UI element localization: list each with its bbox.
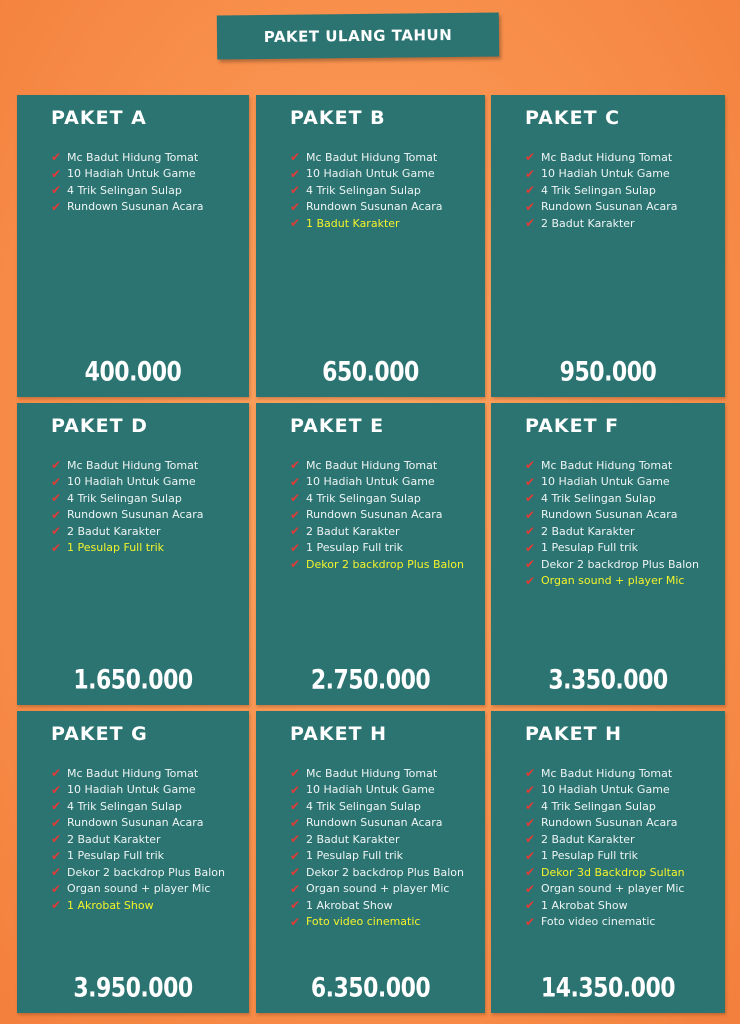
feature-text: Mc Badut Hidung Tomat bbox=[541, 150, 673, 164]
feature-text: 10 Hadiah Untuk Game bbox=[306, 167, 435, 180]
feature-text: 4 Trik Selingan Sulap bbox=[67, 491, 182, 505]
check-icon: ✔ bbox=[525, 832, 536, 846]
check-icon: ✔ bbox=[51, 881, 62, 896]
feature-item bbox=[525, 149, 678, 165]
feature-item bbox=[290, 182, 443, 198]
feature-item bbox=[51, 881, 225, 897]
feature-item bbox=[290, 540, 464, 556]
feature-item bbox=[525, 864, 685, 880]
check-icon: ✔ bbox=[51, 799, 62, 813]
feature-list bbox=[290, 149, 443, 232]
check-icon: ✔ bbox=[290, 491, 301, 505]
feature-item bbox=[525, 914, 685, 930]
check-icon: ✔ bbox=[525, 881, 536, 896]
feature-text: 1 Pesulap Full trik bbox=[541, 849, 639, 862]
check-icon: ✔ bbox=[51, 832, 62, 846]
feature-text: Rundown Susunan Acara bbox=[306, 200, 443, 213]
feature-text: Dekor 2 backdrop Plus Balon bbox=[306, 557, 465, 571]
feature-list bbox=[290, 457, 464, 573]
package-card bbox=[17, 95, 249, 397]
feature-text: 1 Akrobat Show bbox=[67, 898, 154, 912]
check-icon: ✔ bbox=[525, 557, 536, 571]
package-card bbox=[491, 95, 725, 397]
check-icon: ✔ bbox=[525, 799, 536, 813]
feature-text: Dekor 3d Backdrop Sultan bbox=[541, 865, 685, 879]
check-icon: ✔ bbox=[51, 524, 62, 538]
feature-item bbox=[525, 831, 685, 847]
check-icon: ✔ bbox=[290, 540, 301, 555]
check-icon: ✔ bbox=[51, 458, 62, 472]
check-icon: ✔ bbox=[290, 150, 301, 164]
check-icon: ✔ bbox=[525, 540, 536, 555]
feature-text: 10 Hadiah Untuk Game bbox=[67, 167, 196, 180]
feature-text: Mc Badut Hidung Tomat bbox=[541, 458, 673, 472]
feature-text: 10 Hadiah Untuk Game bbox=[541, 475, 670, 488]
check-icon: ✔ bbox=[51, 183, 62, 197]
feature-list bbox=[51, 149, 204, 215]
feature-item bbox=[525, 798, 685, 814]
feature-item bbox=[51, 199, 204, 215]
feature-item bbox=[51, 815, 225, 831]
feature-item bbox=[290, 166, 443, 182]
feature-text: Dekor 2 backdrop Plus Balon bbox=[306, 865, 465, 879]
feature-item bbox=[290, 490, 464, 506]
feature-text: Rundown Susunan Acara bbox=[541, 816, 678, 829]
check-icon: ✔ bbox=[51, 507, 62, 522]
feature-text: 4 Trik Selingan Sulap bbox=[306, 183, 421, 197]
check-icon: ✔ bbox=[525, 865, 536, 879]
feature-text: 1 Badut Karakter bbox=[306, 216, 400, 230]
package-price: 950.000 bbox=[559, 357, 657, 388]
feature-text: 4 Trik Selingan Sulap bbox=[306, 799, 421, 813]
check-icon: ✔ bbox=[525, 458, 536, 472]
check-icon: ✔ bbox=[290, 799, 301, 813]
feature-item bbox=[525, 782, 685, 798]
feature-text: Rundown Susunan Acara bbox=[541, 508, 678, 521]
feature-list bbox=[525, 149, 678, 232]
feature-text: 4 Trik Selingan Sulap bbox=[541, 183, 656, 197]
check-icon: ✔ bbox=[290, 782, 301, 797]
feature-item bbox=[290, 523, 464, 539]
check-icon: ✔ bbox=[525, 815, 536, 830]
check-icon: ✔ bbox=[525, 166, 536, 181]
feature-text: Organ sound + player Mic bbox=[541, 882, 685, 895]
check-icon: ✔ bbox=[525, 216, 536, 230]
package-name: PAKET C bbox=[525, 107, 621, 129]
feature-item bbox=[525, 182, 678, 198]
check-icon: ✔ bbox=[525, 848, 536, 863]
feature-text: 1 Pesulap Full trik bbox=[67, 541, 165, 554]
feature-item bbox=[290, 798, 464, 814]
feature-text: Organ sound + player Mic bbox=[541, 574, 685, 587]
feature-item bbox=[290, 149, 443, 165]
check-icon: ✔ bbox=[51, 540, 62, 555]
check-icon: ✔ bbox=[290, 881, 301, 896]
package-price: 650.000 bbox=[322, 357, 419, 388]
feature-text: 2 Badut Karakter bbox=[306, 832, 400, 846]
package-card bbox=[256, 95, 485, 397]
check-icon: ✔ bbox=[525, 199, 536, 214]
feature-text: Rundown Susunan Acara bbox=[306, 508, 443, 521]
package-price: 6.350.000 bbox=[310, 973, 431, 1004]
feature-text: Rundown Susunan Acara bbox=[67, 200, 204, 213]
feature-text: 2 Badut Karakter bbox=[541, 524, 635, 538]
feature-text: Rundown Susunan Acara bbox=[67, 508, 204, 521]
feature-text: Foto video cinematic bbox=[541, 915, 656, 928]
feature-text: 2 Badut Karakter bbox=[67, 832, 161, 846]
feature-item bbox=[51, 765, 225, 781]
feature-text: 4 Trik Selingan Sulap bbox=[67, 183, 182, 197]
feature-item bbox=[525, 897, 685, 913]
check-icon: ✔ bbox=[51, 848, 62, 863]
feature-item bbox=[51, 782, 225, 798]
package-card bbox=[491, 711, 725, 1013]
feature-list bbox=[290, 765, 464, 930]
check-icon: ✔ bbox=[51, 766, 62, 780]
feature-item bbox=[51, 149, 204, 165]
feature-item bbox=[290, 199, 443, 215]
check-icon: ✔ bbox=[51, 166, 62, 181]
package-name: PAKET B bbox=[290, 107, 386, 129]
check-icon: ✔ bbox=[290, 458, 301, 472]
package-name: PAKET F bbox=[525, 415, 620, 437]
package-price: 3.950.000 bbox=[73, 973, 193, 1004]
feature-text: Organ sound + player Mic bbox=[67, 882, 211, 895]
feature-list bbox=[525, 457, 699, 589]
check-icon: ✔ bbox=[290, 474, 301, 489]
package-price: 1.650.000 bbox=[73, 665, 193, 696]
check-icon: ✔ bbox=[290, 507, 301, 522]
feature-text: 10 Hadiah Untuk Game bbox=[67, 475, 196, 488]
check-icon: ✔ bbox=[51, 815, 62, 830]
check-icon: ✔ bbox=[51, 898, 62, 912]
package-name: PAKET H bbox=[290, 723, 388, 745]
feature-text: Mc Badut Hidung Tomat bbox=[306, 150, 438, 164]
feature-item bbox=[290, 815, 464, 831]
feature-item bbox=[525, 199, 678, 215]
feature-text: 10 Hadiah Untuk Game bbox=[306, 475, 435, 488]
feature-text: Mc Badut Hidung Tomat bbox=[67, 150, 199, 164]
feature-text: Organ sound + player Mic bbox=[306, 882, 450, 895]
feature-text: 2 Badut Karakter bbox=[541, 216, 635, 230]
check-icon: ✔ bbox=[525, 898, 536, 912]
feature-item bbox=[51, 897, 225, 913]
package-name: PAKET D bbox=[51, 415, 148, 437]
feature-text: Dekor 2 backdrop Plus Balon bbox=[67, 865, 226, 879]
feature-item bbox=[525, 881, 685, 897]
feature-list bbox=[525, 765, 685, 930]
feature-item bbox=[290, 556, 464, 572]
check-icon: ✔ bbox=[290, 183, 301, 197]
check-icon: ✔ bbox=[51, 491, 62, 505]
package-card bbox=[256, 711, 485, 1013]
feature-item bbox=[290, 831, 464, 847]
check-icon: ✔ bbox=[290, 524, 301, 538]
feature-item bbox=[290, 215, 443, 231]
feature-text: Mc Badut Hidung Tomat bbox=[306, 766, 438, 780]
feature-item bbox=[51, 798, 225, 814]
check-icon: ✔ bbox=[525, 491, 536, 505]
feature-item bbox=[51, 507, 204, 523]
package-name: PAKET G bbox=[51, 723, 148, 745]
check-icon: ✔ bbox=[525, 573, 536, 588]
check-icon: ✔ bbox=[525, 507, 536, 522]
feature-item bbox=[525, 765, 685, 781]
feature-text: Mc Badut Hidung Tomat bbox=[67, 458, 199, 472]
feature-list bbox=[51, 457, 204, 556]
feature-item bbox=[525, 166, 678, 182]
feature-item bbox=[51, 540, 204, 556]
feature-item bbox=[51, 490, 204, 506]
feature-item bbox=[51, 523, 204, 539]
feature-text: 4 Trik Selingan Sulap bbox=[306, 491, 421, 505]
check-icon: ✔ bbox=[290, 865, 301, 879]
package-card bbox=[491, 403, 725, 705]
check-icon: ✔ bbox=[525, 782, 536, 797]
check-icon: ✔ bbox=[290, 199, 301, 214]
check-icon: ✔ bbox=[290, 832, 301, 846]
check-icon: ✔ bbox=[290, 914, 301, 929]
check-icon: ✔ bbox=[290, 898, 301, 912]
feature-text: 2 Badut Karakter bbox=[306, 524, 400, 538]
feature-item bbox=[290, 474, 464, 490]
feature-text: Mc Badut Hidung Tomat bbox=[541, 766, 673, 780]
feature-text: 10 Hadiah Untuk Game bbox=[67, 783, 196, 796]
check-icon: ✔ bbox=[525, 150, 536, 164]
feature-text: Rundown Susunan Acara bbox=[306, 816, 443, 829]
feature-text: 1 Akrobat Show bbox=[306, 898, 393, 912]
feature-item bbox=[51, 848, 225, 864]
package-name: PAKET H bbox=[525, 723, 623, 745]
check-icon: ✔ bbox=[290, 557, 301, 571]
package-card bbox=[17, 403, 249, 705]
feature-item bbox=[525, 848, 685, 864]
package-card bbox=[256, 403, 485, 705]
feature-text: 2 Badut Karakter bbox=[541, 832, 635, 846]
feature-item bbox=[525, 457, 699, 473]
feature-item bbox=[290, 881, 464, 897]
feature-text: 2 Badut Karakter bbox=[67, 524, 161, 538]
package-price: 3.350.000 bbox=[548, 665, 668, 696]
feature-item bbox=[525, 540, 699, 556]
feature-item bbox=[290, 457, 464, 473]
feature-text: 1 Pesulap Full trik bbox=[67, 849, 165, 862]
page-title: PAKET ULANG TAHUN bbox=[263, 26, 453, 46]
feature-text: 1 Pesulap Full trik bbox=[541, 541, 639, 554]
feature-text: Rundown Susunan Acara bbox=[67, 816, 204, 829]
feature-text: 10 Hadiah Untuk Game bbox=[541, 167, 670, 180]
feature-item bbox=[525, 523, 699, 539]
package-card bbox=[17, 711, 249, 1013]
feature-text: 4 Trik Selingan Sulap bbox=[541, 799, 656, 813]
feature-text: Mc Badut Hidung Tomat bbox=[67, 766, 199, 780]
feature-text: 1 Pesulap Full trik bbox=[306, 849, 404, 862]
feature-item bbox=[290, 914, 464, 930]
package-price: 2.750.000 bbox=[310, 665, 431, 696]
package-name: PAKET E bbox=[290, 415, 385, 437]
check-icon: ✔ bbox=[51, 150, 62, 164]
feature-text: 1 Pesulap Full trik bbox=[306, 541, 404, 554]
feature-item bbox=[290, 765, 464, 781]
feature-text: Rundown Susunan Acara bbox=[541, 200, 678, 213]
check-icon: ✔ bbox=[51, 865, 62, 879]
header-banner bbox=[217, 13, 499, 60]
check-icon: ✔ bbox=[51, 782, 62, 797]
check-icon: ✔ bbox=[525, 766, 536, 780]
feature-text: 1 Akrobat Show bbox=[541, 898, 628, 912]
feature-item bbox=[51, 831, 225, 847]
feature-item bbox=[525, 474, 699, 490]
package-price: 400.000 bbox=[84, 357, 182, 388]
feature-list bbox=[51, 765, 225, 914]
feature-item bbox=[290, 864, 464, 880]
feature-item bbox=[51, 474, 204, 490]
check-icon: ✔ bbox=[290, 815, 301, 830]
feature-item bbox=[525, 490, 699, 506]
feature-item bbox=[290, 507, 464, 523]
package-price: 14.350.000 bbox=[540, 973, 676, 1004]
check-icon: ✔ bbox=[290, 216, 301, 230]
feature-item bbox=[525, 215, 678, 231]
feature-text: Dekor 2 backdrop Plus Balon bbox=[541, 557, 700, 571]
feature-item bbox=[525, 507, 699, 523]
feature-text: Mc Badut Hidung Tomat bbox=[306, 458, 438, 472]
feature-text: Foto video cinematic bbox=[306, 915, 421, 928]
feature-item bbox=[51, 182, 204, 198]
check-icon: ✔ bbox=[525, 914, 536, 929]
feature-text: 10 Hadiah Untuk Game bbox=[541, 783, 670, 796]
package-name: PAKET A bbox=[51, 107, 147, 129]
feature-item bbox=[290, 782, 464, 798]
feature-item bbox=[525, 556, 699, 572]
check-icon: ✔ bbox=[290, 166, 301, 181]
feature-item bbox=[51, 457, 204, 473]
check-icon: ✔ bbox=[290, 848, 301, 863]
check-icon: ✔ bbox=[290, 766, 301, 780]
check-icon: ✔ bbox=[525, 474, 536, 489]
check-icon: ✔ bbox=[51, 474, 62, 489]
feature-text: 4 Trik Selingan Sulap bbox=[67, 799, 182, 813]
check-icon: ✔ bbox=[525, 183, 536, 197]
feature-item bbox=[525, 815, 685, 831]
feature-item bbox=[290, 848, 464, 864]
feature-item bbox=[290, 897, 464, 913]
feature-item bbox=[51, 166, 204, 182]
feature-text: 4 Trik Selingan Sulap bbox=[541, 491, 656, 505]
check-icon: ✔ bbox=[51, 199, 62, 214]
feature-text: 10 Hadiah Untuk Game bbox=[306, 783, 435, 796]
feature-item bbox=[51, 864, 225, 880]
check-icon: ✔ bbox=[525, 524, 536, 538]
feature-item bbox=[525, 573, 699, 589]
